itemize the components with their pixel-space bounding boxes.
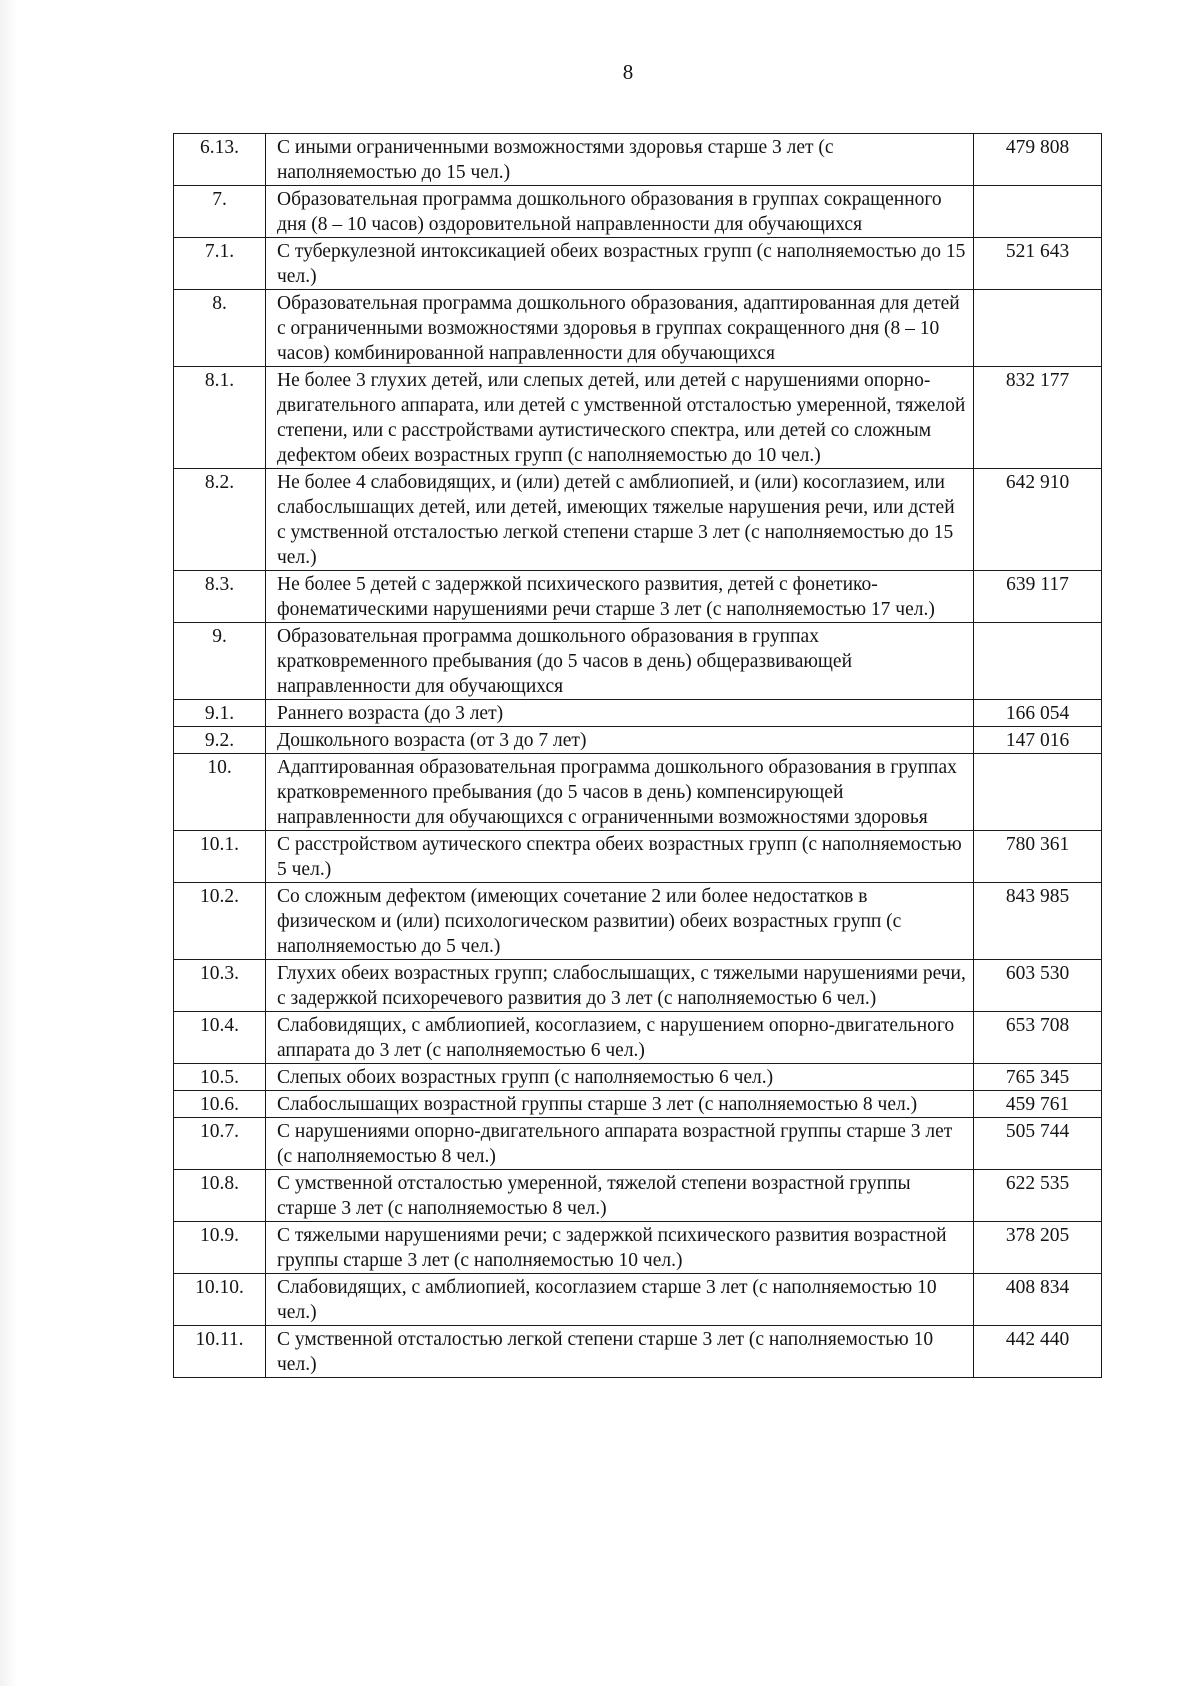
row-number: 8.3. <box>174 571 266 623</box>
table-row <box>174 1326 1102 1378</box>
row-description: Адаптированная образовательная программа дошкольного образования в группах кратковременного пребывания (до 5 часов в день) компенсирующей направленности для обучающихся с ограниченными возможностями здоровья <box>266 754 974 831</box>
row-number: 8.2. <box>174 469 266 571</box>
row-number: 9.1. <box>174 700 266 727</box>
row-description: Не более 5 детей с задержкой психического развития, детей с фонетико-фонематическими нарушениями речи старше 3 лет (с наполняемостью 17 чел.) <box>266 571 974 623</box>
table-row <box>174 367 1102 469</box>
row-description: С туберкулезной интоксикацией обеих возрастных групп (с наполняемостью до 15 чел.) <box>266 238 974 290</box>
row-description: Слабослышащих возрастной группы старше 3 лет (с наполняемостью 8 чел.) <box>266 1091 974 1118</box>
row-description: С умственной отсталостью легкой степени старше 3 лет (с наполняемостью 10 чел.) <box>266 1326 974 1378</box>
row-number: 6.13. <box>174 134 266 186</box>
row-amount: 843 985 <box>974 883 1102 960</box>
row-number: 10.6. <box>174 1091 266 1118</box>
row-amount <box>974 754 1102 831</box>
row-description: Образовательная программа дошкольного образования в группах кратковременного пребывания (до 5 часов в день) общеразвивающей направленности для обучающихся <box>266 623 974 700</box>
row-description: Образовательная программа дошкольного образования, адаптированная для детей с ограниченными возможностями здоровья в группах сокращенного дня (8 – 10 часов) комбинированной направленности для обучающихся <box>266 290 974 367</box>
row-description: Слабовидящих, с амблиопией, косоглазием старше 3 лет (с наполняемостью 10 чел.) <box>266 1274 974 1326</box>
table-row <box>174 727 1102 754</box>
table-row <box>174 1222 1102 1274</box>
row-description: С нарушениями опорно-двигательного аппарата возрастной группы старше 3 лет (с наполняемостью 8 чел.) <box>266 1118 974 1170</box>
table-row <box>174 700 1102 727</box>
row-number: 8. <box>174 290 266 367</box>
row-description: Не более 3 глухих детей, или слепых детей, или детей с нарушениями опорно-двигательного аппарата, или детей с умственной отсталостью умеренной, тяжелой степени, или с расстройствами аутистического спектра, или детей со сложным дефектом обеих возрастных групп (с наполняемостью до 10 чел.) <box>266 367 974 469</box>
row-description: Не более 4 слабовидящих, и (или) детей с амблиопией, и (или) косоглазием, или слабослышащих детей, или детей, имеющих тяжелые нарушения речи, или дстей с умственной отсталостью легкой степени старше 3 лет (с наполняемостью до 15 чел.) <box>266 469 974 571</box>
row-number: 10.10. <box>174 1274 266 1326</box>
table-row <box>174 883 1102 960</box>
row-amount: 765 345 <box>974 1064 1102 1091</box>
row-description: Слепых обоих возрастных групп (с наполняемостью 6 чел.) <box>266 1064 974 1091</box>
row-amount: 166 054 <box>974 700 1102 727</box>
table-row <box>174 134 1102 186</box>
row-amount: 479 808 <box>974 134 1102 186</box>
row-description: Со сложным дефектом (имеющих сочетание 2 или более недостатков в физическом и (или) психологическом развитии) обеих возрастных групп (с наполняемостью до 5 чел.) <box>266 883 974 960</box>
table-row <box>174 290 1102 367</box>
table-row <box>174 831 1102 883</box>
table-row <box>174 238 1102 290</box>
table-row <box>174 960 1102 1012</box>
row-description: Дошкольного возраста (от 3 до 7 лет) <box>266 727 974 754</box>
row-amount <box>974 186 1102 238</box>
row-amount: 780 361 <box>974 831 1102 883</box>
row-amount: 459 761 <box>974 1091 1102 1118</box>
row-number: 10.3. <box>174 960 266 1012</box>
row-amount: 622 535 <box>974 1170 1102 1222</box>
row-amount <box>974 290 1102 367</box>
table-row <box>174 469 1102 571</box>
table-row <box>174 754 1102 831</box>
table-row <box>174 623 1102 700</box>
table-body <box>174 134 1102 1378</box>
table-row <box>174 1274 1102 1326</box>
page-number: 8 <box>622 60 634 84</box>
row-amount: 832 177 <box>974 367 1102 469</box>
row-description: Глухих обеих возрастных групп; слабослышащих, с тяжелыми нарушениями речи, с задержкой психоречевого развития до 3 лет (с наполняемостью 6 чел.) <box>266 960 974 1012</box>
row-number: 8.1. <box>174 367 266 469</box>
row-amount: 505 744 <box>974 1118 1102 1170</box>
scan-edge-shadow <box>0 0 18 1686</box>
row-description: С тяжелыми нарушениями речи; с задержкой психического развития возрастной группы старше 3 лет (с наполняемостью 10 чел.) <box>266 1222 974 1274</box>
row-number: 9. <box>174 623 266 700</box>
row-number: 10.4. <box>174 1012 266 1064</box>
table-row <box>174 1091 1102 1118</box>
row-amount: 378 205 <box>974 1222 1102 1274</box>
row-number: 10.5. <box>174 1064 266 1091</box>
tariff-table <box>173 133 1102 1378</box>
row-amount: 521 643 <box>974 238 1102 290</box>
row-number: 10.11. <box>174 1326 266 1378</box>
row-number: 10.7. <box>174 1118 266 1170</box>
row-description: С иными ограниченными возможностями здоровья старше 3 лет (с наполняемостью до 15 чел.) <box>266 134 974 186</box>
row-number: 10.2. <box>174 883 266 960</box>
row-amount: 442 440 <box>974 1326 1102 1378</box>
table-row <box>174 571 1102 623</box>
row-amount: 147 016 <box>974 727 1102 754</box>
row-number: 10.8. <box>174 1170 266 1222</box>
row-description: Образовательная программа дошкольного образования в группах сокращенного дня (8 – 10 часов) оздоровительной направленности для обучающихся <box>266 186 974 238</box>
row-number: 7. <box>174 186 266 238</box>
row-description: С умственной отсталостью умеренной, тяжелой степени возрастной группы старше 3 лет (с наполняемостью 8 чел.) <box>266 1170 974 1222</box>
row-amount: 642 910 <box>974 469 1102 571</box>
row-number: 10. <box>174 754 266 831</box>
row-number: 10.9. <box>174 1222 266 1274</box>
table-row <box>174 1170 1102 1222</box>
row-number: 10.1. <box>174 831 266 883</box>
table-row <box>174 186 1102 238</box>
table-row <box>174 1064 1102 1091</box>
table-row <box>174 1118 1102 1170</box>
row-description: Слабовидящих, с амблиопией, косоглазием, с нарушением опорно-двигательного аппарата до 3 лет (с наполняемостью 6 чел.) <box>266 1012 974 1064</box>
table-row <box>174 1012 1102 1064</box>
row-amount: 653 708 <box>974 1012 1102 1064</box>
row-description: Раннего возраста (до 3 лет) <box>266 700 974 727</box>
row-amount: 408 834 <box>974 1274 1102 1326</box>
row-number: 7.1. <box>174 238 266 290</box>
row-amount: 603 530 <box>974 960 1102 1012</box>
row-description: С расстройством аутического спектра обеих возрастных групп (с наполняемостью 5 чел.) <box>266 831 974 883</box>
row-amount <box>974 623 1102 700</box>
row-number: 9.2. <box>174 727 266 754</box>
row-amount: 639 117 <box>974 571 1102 623</box>
